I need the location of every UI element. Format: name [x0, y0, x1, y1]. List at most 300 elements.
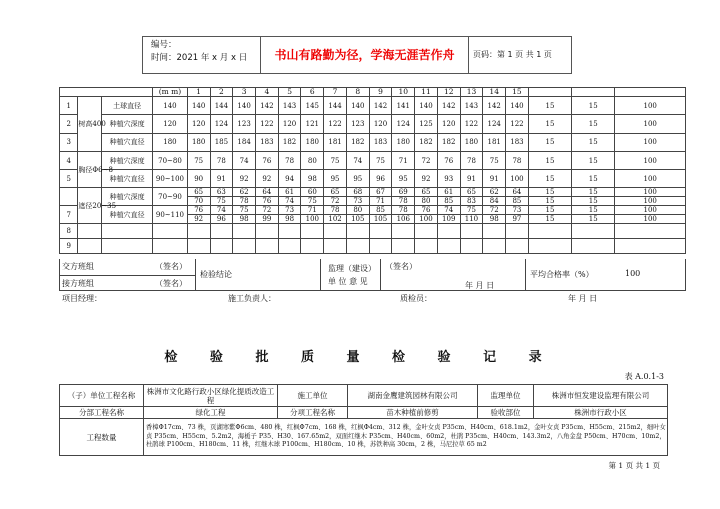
- supervisor-sign: （签名）: [385, 262, 417, 271]
- item-label: 种植穴直径: [102, 206, 153, 224]
- table-row: [60, 224, 686, 239]
- data-cell: 62: [233, 188, 256, 197]
- empty-cell: [483, 224, 506, 239]
- data-cell: 15: [572, 97, 615, 115]
- empty-cell: [369, 239, 392, 254]
- blank-cell: [572, 88, 615, 97]
- data-cell: 100: [615, 133, 686, 151]
- data-cell: 80: [301, 151, 324, 169]
- data-cell: 98: [278, 215, 301, 224]
- data-cell: 62: [483, 188, 506, 197]
- constructor-label: 施工单位: [278, 385, 348, 407]
- empty-cell: [324, 239, 347, 254]
- data-cell: 60: [301, 188, 324, 197]
- data-cell: 142: [255, 97, 278, 115]
- data-cell: 15: [528, 170, 571, 188]
- data-cell: 74: [278, 197, 301, 206]
- sub-project-label: 分部工程名称: [60, 407, 144, 419]
- data-cell: 75: [483, 151, 506, 169]
- data-cell: 120: [187, 115, 210, 133]
- data-cell: 100: [615, 115, 686, 133]
- empty-cell: [506, 239, 529, 254]
- empty-cell: [278, 239, 301, 254]
- data-cell: 142: [483, 97, 506, 115]
- column-header: 8: [346, 88, 369, 97]
- data-cell: 76: [437, 151, 460, 169]
- data-cell: 71: [392, 151, 415, 169]
- data-cell: 69: [392, 188, 415, 197]
- empty-cell: [415, 239, 438, 254]
- data-cell: 122: [324, 115, 347, 133]
- construction-lead-label: 施工负责人：: [228, 294, 276, 303]
- data-cell: 92: [255, 170, 278, 188]
- receiver-label: 接方班组: [62, 279, 94, 288]
- blank-cell: [528, 88, 571, 97]
- data-cell: 123: [233, 115, 256, 133]
- data-cell: 92: [415, 170, 438, 188]
- column-header: 14: [483, 88, 506, 97]
- data-cell: 76: [255, 197, 278, 206]
- data-cell: 83: [460, 197, 483, 206]
- supervisor-label: 监理（建设）: [328, 264, 376, 273]
- data-cell: 91: [210, 170, 233, 188]
- column-header: 15: [506, 88, 529, 97]
- data-cell: 75: [460, 206, 483, 215]
- empty-cell: [278, 224, 301, 239]
- empty-cell: [369, 224, 392, 239]
- data-cell: 181: [483, 133, 506, 151]
- inspection-record-table: [59, 384, 668, 456]
- data-cell: 140: [187, 97, 210, 115]
- signoff-divider: [525, 259, 526, 291]
- data-cell: 140: [506, 97, 529, 115]
- data-cell: 140: [415, 97, 438, 115]
- measurement-table: [59, 87, 686, 254]
- data-cell: 98: [233, 215, 256, 224]
- data-cell: 78: [392, 197, 415, 206]
- data-cell: 78: [392, 206, 415, 215]
- data-cell: 145: [301, 97, 324, 115]
- empty-cell: [301, 239, 324, 254]
- empty-cell: [415, 224, 438, 239]
- data-cell: 120: [278, 115, 301, 133]
- constructor-value: 湖南金鹰建筑园林有限公司: [348, 385, 478, 407]
- item-project-label: 分项工程名称: [278, 407, 348, 419]
- data-cell: 105: [346, 215, 369, 224]
- empty-cell: [392, 224, 415, 239]
- empty-cell: [255, 224, 278, 239]
- data-cell: 100: [615, 188, 686, 197]
- data-cell: 78: [210, 151, 233, 169]
- empty-cell: [78, 239, 102, 254]
- column-header: 6: [301, 88, 324, 97]
- table-row: [60, 97, 686, 115]
- manager-label: 项目经理：: [62, 294, 102, 303]
- data-cell: 110: [460, 215, 483, 224]
- data-cell: 74: [437, 206, 460, 215]
- empty-cell: [346, 239, 369, 254]
- data-cell: 15: [572, 151, 615, 169]
- data-cell: 98: [483, 215, 506, 224]
- data-cell: 105: [369, 215, 392, 224]
- data-cell: 92: [233, 170, 256, 188]
- row-number: 9: [60, 239, 78, 254]
- data-cell: 63: [210, 188, 233, 197]
- data-cell: 91: [483, 170, 506, 188]
- row-number: 2: [60, 115, 78, 133]
- data-cell: 95: [324, 170, 347, 188]
- supervisor-label: 监理单位: [478, 385, 534, 407]
- footer-date: 年 月 日: [568, 294, 598, 303]
- receiver-sign: （签名）: [155, 279, 187, 288]
- item-label: 种植穴直径: [102, 170, 153, 188]
- data-cell: 15: [572, 188, 615, 197]
- column-header: 3: [233, 88, 256, 97]
- data-cell: 65: [324, 188, 347, 197]
- row-number: 1: [60, 97, 78, 115]
- data-cell: 182: [437, 133, 460, 151]
- data-cell: 109: [437, 215, 460, 224]
- data-cell: 75: [324, 151, 347, 169]
- empty-cell: [102, 224, 153, 239]
- data-cell: 72: [483, 206, 506, 215]
- quantity-value: 香樟Φ17cm、73 株，页湖寒紫Φ6cm、480 株，红枫Φ7cm、168 株，红枫Φ4cm、312 株，金叶女贞 P35cm、H40cm、618.1m2，金叶女贞 P35cm、H55cm、215m2，细叶女贞 P35cm、H55cm、5.2m2，海栀子 P35、H30、167.65m2，双面红继木 P35cm、H40cm、60m2，杜鹃 P35cm、H40cm、143.3m2，八角金盘 P50cm、H70cm、10m2，杜鹃球 P100cm、H180cm、11 株，红继木球 P100cm、H180cm、10 株，苏铁种高 30cm，2 株，马尼拉草 65 m2: [144, 419, 668, 456]
- table-row: [60, 188, 686, 197]
- handover-label: 交方班组: [62, 262, 94, 271]
- data-cell: 142: [369, 97, 392, 115]
- table-row: [60, 115, 686, 133]
- spec-value: 90~110: [153, 206, 188, 224]
- data-cell: 122: [506, 115, 529, 133]
- sub-project-value: 绿化工程: [144, 407, 278, 419]
- empty-cell: [437, 224, 460, 239]
- data-cell: 182: [346, 133, 369, 151]
- data-cell: 74: [346, 151, 369, 169]
- data-cell: 74: [210, 206, 233, 215]
- row-number: [60, 188, 78, 206]
- data-cell: 180: [392, 133, 415, 151]
- empty-cell: [615, 239, 686, 254]
- data-cell: 72: [324, 197, 347, 206]
- data-cell: 123: [346, 115, 369, 133]
- data-cell: 15: [572, 197, 615, 206]
- data-cell: 184: [233, 133, 256, 151]
- column-header: 5: [278, 88, 301, 97]
- data-cell: 102: [324, 215, 347, 224]
- spec-value: 140: [153, 97, 188, 115]
- pass-rate-label: 平均合格率（%）: [530, 270, 594, 279]
- page-header: [142, 36, 572, 74]
- header-meta: [143, 37, 261, 73]
- empty-cell: [153, 224, 188, 239]
- inspector-label: 质检员：: [400, 294, 432, 303]
- row-number: 7: [60, 206, 78, 224]
- spec-value: 120: [153, 115, 188, 133]
- data-cell: 61: [437, 188, 460, 197]
- item-label: 种植穴深度: [102, 188, 153, 206]
- data-cell: 67: [369, 188, 392, 197]
- data-cell: 65: [187, 188, 210, 197]
- empty-cell: [392, 239, 415, 254]
- acceptance-label: 验收部位: [478, 407, 534, 419]
- data-cell: 144: [324, 97, 347, 115]
- data-cell: 124: [392, 115, 415, 133]
- data-cell: 141: [392, 97, 415, 115]
- data-cell: 85: [369, 206, 392, 215]
- data-cell: 73: [506, 206, 529, 215]
- data-cell: 90: [187, 170, 210, 188]
- column-header: 10: [392, 88, 415, 97]
- data-cell: 140: [233, 97, 256, 115]
- data-cell: 100: [615, 151, 686, 169]
- signoff-divider: [320, 259, 321, 291]
- column-header: 12: [437, 88, 460, 97]
- data-cell: 75: [187, 151, 210, 169]
- header-row: [60, 88, 686, 97]
- data-cell: 95: [346, 170, 369, 188]
- table-row: [60, 151, 686, 169]
- empty-cell: [528, 239, 571, 254]
- data-cell: 98: [301, 170, 324, 188]
- data-cell: 70: [187, 197, 210, 206]
- data-cell: 15: [572, 115, 615, 133]
- empty-cell: [437, 239, 460, 254]
- table-number: 表 A.0.1-3: [624, 372, 664, 381]
- data-cell: 76: [255, 151, 278, 169]
- data-cell: 73: [278, 206, 301, 215]
- data-cell: 185: [210, 133, 233, 151]
- data-cell: 140: [346, 97, 369, 115]
- group-label: 遮径20~35: [78, 188, 102, 224]
- data-cell: 85: [437, 197, 460, 206]
- item-label: 土球直径: [102, 97, 153, 115]
- empty-cell: [572, 224, 615, 239]
- data-cell: 84: [483, 197, 506, 206]
- spec-value: 70~80: [153, 151, 188, 169]
- empty-cell: [506, 224, 529, 239]
- item-label: 种植穴深度: [102, 115, 153, 133]
- data-cell: 15: [528, 115, 571, 133]
- column-header: 11: [415, 88, 438, 97]
- data-cell: 183: [506, 133, 529, 151]
- record-title: 检 验 批 质 量 检 验 记 录: [164, 350, 556, 365]
- data-cell: 182: [415, 133, 438, 151]
- empty-cell: [615, 224, 686, 239]
- group-label: 树高400: [78, 97, 102, 152]
- data-cell: 120: [369, 115, 392, 133]
- data-cell: 180: [187, 133, 210, 151]
- data-cell: 100: [615, 97, 686, 115]
- data-cell: 15: [528, 197, 571, 206]
- data-cell: 68: [346, 188, 369, 197]
- table-row: [60, 170, 686, 188]
- signoff-divider: [380, 259, 381, 291]
- signoff-divider: [59, 275, 195, 276]
- data-cell: 74: [233, 151, 256, 169]
- data-cell: 72: [415, 151, 438, 169]
- data-cell: 124: [483, 115, 506, 133]
- item-label: 种植穴深度: [102, 151, 153, 169]
- data-cell: 122: [255, 115, 278, 133]
- spec-value: 180: [153, 133, 188, 151]
- data-cell: 92: [187, 215, 210, 224]
- data-cell: 182: [278, 133, 301, 151]
- empty-cell: [460, 239, 483, 254]
- spec-value: 70~90: [153, 188, 188, 206]
- empty-cell: [210, 239, 233, 254]
- data-cell: 100: [615, 206, 686, 215]
- data-cell: 125: [415, 115, 438, 133]
- data-cell: 96: [369, 170, 392, 188]
- opinion-label: 单 位 意 见: [328, 277, 368, 286]
- data-cell: 121: [301, 115, 324, 133]
- data-cell: 100: [506, 170, 529, 188]
- data-cell: 15: [528, 133, 571, 151]
- conclusion-label: 检验结论: [200, 270, 232, 279]
- data-cell: 78: [233, 197, 256, 206]
- data-cell: 183: [255, 133, 278, 151]
- empty-cell: [528, 224, 571, 239]
- blank-cell: [615, 88, 686, 97]
- item-project-value: 苗木种植前修剪: [348, 407, 478, 419]
- data-cell: 80: [346, 206, 369, 215]
- empty-cell: [233, 239, 256, 254]
- data-cell: 78: [506, 151, 529, 169]
- data-cell: 73: [346, 197, 369, 206]
- time-label: 时间：2021 年 x 月 x 日: [151, 53, 248, 63]
- data-cell: 78: [324, 206, 347, 215]
- pass-rate-value: 100: [625, 269, 641, 278]
- empty-cell: [187, 239, 210, 254]
- data-cell: 96: [210, 215, 233, 224]
- acceptance-value: 株洲市行政小区: [534, 407, 668, 419]
- data-cell: 99: [255, 215, 278, 224]
- data-cell: 75: [301, 197, 324, 206]
- column-header: 1: [187, 88, 210, 97]
- empty-cell: [346, 224, 369, 239]
- data-cell: 76: [187, 206, 210, 215]
- data-cell: 71: [301, 206, 324, 215]
- empty-cell: [301, 224, 324, 239]
- data-cell: 100: [615, 197, 686, 206]
- unit-label: (m m): [153, 88, 188, 97]
- data-cell: 100: [615, 215, 686, 224]
- data-cell: 15: [528, 151, 571, 169]
- data-cell: 15: [572, 133, 615, 151]
- handover-sign: （签名）: [155, 262, 187, 271]
- data-cell: 76: [415, 206, 438, 215]
- empty-cell: [255, 239, 278, 254]
- data-cell: 85: [506, 197, 529, 206]
- empty-cell: [210, 224, 233, 239]
- data-cell: 144: [210, 97, 233, 115]
- column-header: 7: [324, 88, 347, 97]
- unit-project-label: （子）单位工程名称: [60, 385, 144, 407]
- sign-date: 年 月 日: [465, 281, 495, 290]
- data-cell: 143: [278, 97, 301, 115]
- data-cell: 78: [460, 151, 483, 169]
- unit-project-value: 株洲市文化路行政小区绿化提质改造工程: [144, 385, 278, 407]
- empty-cell: [153, 239, 188, 254]
- data-cell: 180: [301, 133, 324, 151]
- empty-cell: [324, 224, 347, 239]
- data-cell: 124: [210, 115, 233, 133]
- quantity-label: 工程数量: [60, 419, 144, 456]
- empty-cell: [572, 239, 615, 254]
- empty-cell: [187, 224, 210, 239]
- empty-cell: [483, 239, 506, 254]
- empty-cell: [102, 239, 153, 254]
- data-cell: 65: [415, 188, 438, 197]
- data-cell: 183: [369, 133, 392, 151]
- signoff-divider: [195, 259, 196, 291]
- data-cell: 120: [437, 115, 460, 133]
- column-header: 13: [460, 88, 483, 97]
- data-cell: 95: [392, 170, 415, 188]
- row-number: 8: [60, 224, 78, 239]
- data-cell: 15: [572, 206, 615, 215]
- motto: 书山有路勤为径，学海无涯苦作舟: [261, 37, 469, 73]
- table-row: [60, 206, 686, 215]
- data-cell: 75: [233, 206, 256, 215]
- data-cell: 61: [278, 188, 301, 197]
- group-label: 胸径Φ6~8: [78, 151, 102, 188]
- data-cell: 142: [437, 97, 460, 115]
- data-cell: 71: [369, 197, 392, 206]
- data-cell: 97: [506, 215, 529, 224]
- data-cell: 106: [392, 215, 415, 224]
- item-label: 种植穴直径: [102, 133, 153, 151]
- data-cell: 180: [460, 133, 483, 151]
- data-cell: 75: [369, 151, 392, 169]
- table-row: [60, 133, 686, 151]
- data-cell: 64: [255, 188, 278, 197]
- blank-cell: [60, 88, 153, 97]
- data-cell: 100: [301, 215, 324, 224]
- spec-value: 90~100: [153, 170, 188, 188]
- data-cell: 15: [528, 215, 571, 224]
- data-cell: 94: [278, 170, 301, 188]
- data-cell: 72: [255, 206, 278, 215]
- table-row: [60, 239, 686, 254]
- row-number: 4: [60, 151, 78, 169]
- data-cell: 143: [460, 97, 483, 115]
- data-cell: 15: [528, 206, 571, 215]
- page-label: 页码：第 1 页 共 1 页: [473, 50, 552, 59]
- empty-cell: [78, 224, 102, 239]
- data-cell: 181: [324, 133, 347, 151]
- supervisor-value: 株洲市恒发建设监理有限公司: [534, 385, 668, 407]
- data-cell: 15: [528, 97, 571, 115]
- empty-cell: [460, 224, 483, 239]
- number-label: 编号：: [151, 40, 177, 50]
- row-number: 5: [60, 170, 78, 188]
- data-cell: 80: [415, 197, 438, 206]
- record-page-number: 第 1 页 共 1 页: [608, 461, 660, 470]
- column-header: 4: [255, 88, 278, 97]
- data-cell: 93: [437, 170, 460, 188]
- column-header: 2: [210, 88, 233, 97]
- column-header: 9: [369, 88, 392, 97]
- row-number: 3: [60, 133, 78, 151]
- empty-cell: [233, 224, 256, 239]
- data-cell: 100: [415, 215, 438, 224]
- data-cell: 100: [615, 170, 686, 188]
- data-cell: 75: [210, 197, 233, 206]
- data-cell: 122: [460, 115, 483, 133]
- data-cell: 64: [506, 188, 529, 197]
- data-cell: 91: [460, 170, 483, 188]
